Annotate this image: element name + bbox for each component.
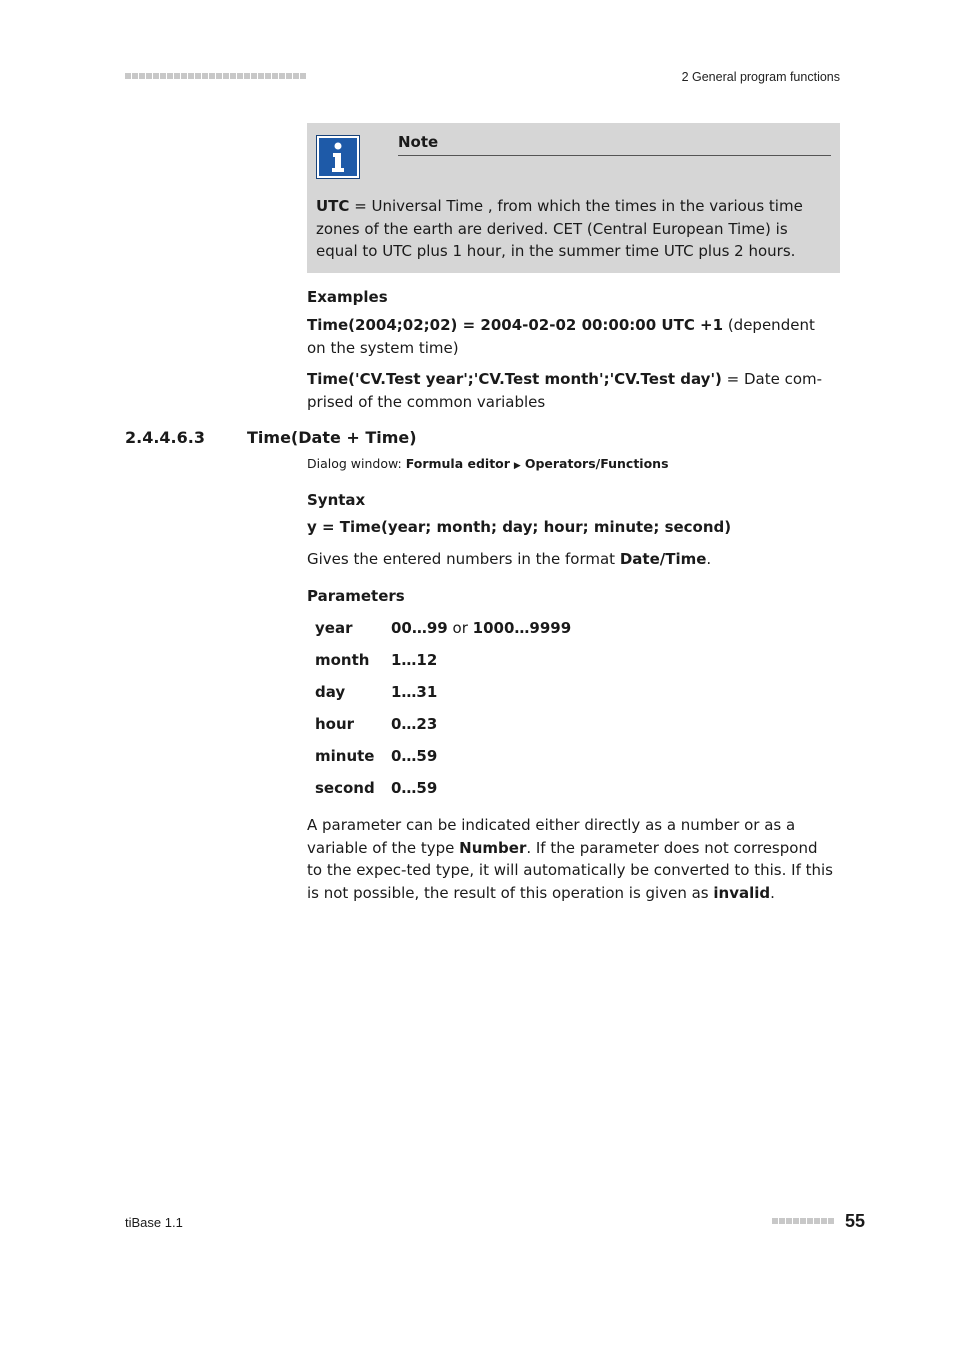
param-range: 0…59: [391, 779, 438, 797]
example-2-text: = Date com-prised of the common variables: [307, 370, 823, 411]
note-title: Note: [398, 133, 439, 151]
example-1-text: (dependent on the system time): [307, 316, 815, 357]
note-utc-text: = Universal Time , from which the times in the various time zones of the earth are derived. CET (Central European Time) is equal to UTC plus 1 hour, in the summer time UTC plus 2 hours.: [316, 197, 803, 260]
breadcrumb-arrow-icon: ▶: [513, 461, 521, 471]
page-number: 55: [845, 1211, 866, 1231]
footer-decoration: [772, 1218, 834, 1224]
param-name: hour: [315, 715, 355, 733]
param-name: month: [315, 651, 370, 669]
syntax-desc-suffix: .: [706, 550, 712, 568]
dialog-path-formula-editor: Formula editor: [405, 456, 510, 471]
term-invalid: invalid: [713, 883, 771, 902]
param-row-month: [315, 644, 571, 676]
header-decoration: [125, 73, 306, 79]
syntax-desc-prefix: Gives the entered numbers in the format: [307, 550, 620, 568]
example-1-code: Time(2004;02;02) = 2004-02-02 00:00:00 UTC +1: [307, 316, 724, 334]
note-utc-term: UTC: [316, 197, 350, 215]
param-row-second: [315, 772, 571, 804]
syntax-heading: Syntax: [307, 491, 366, 509]
param-name: second: [315, 779, 375, 797]
term-number: Number: [459, 838, 527, 857]
info-icon: [316, 135, 360, 179]
param-range: 00…99 or 1000…9999: [391, 619, 572, 637]
header-chapter: 2 General program functions: [681, 70, 840, 84]
note-text: [316, 195, 834, 263]
param-range: 0…59: [391, 747, 438, 765]
example-2: [307, 368, 837, 413]
param-range: 1…12: [391, 651, 438, 669]
param-name: year: [315, 619, 353, 637]
parameters-paragraph: A parameter can be indicated either directly as a number or as a variable of the type Number. If the parameter does not correspond to the expec-ted type, it will automatically be converted to this. If this is not possible, the result of this operation is given as invalid.: [307, 816, 833, 902]
syntax-formula: y = Time(year; month; day; hour; minute; second): [307, 518, 732, 536]
param-name: day: [315, 683, 346, 701]
param-row-minute: [315, 740, 571, 772]
dialog-label: Dialog window:: [307, 456, 406, 471]
param-row-day: [315, 676, 571, 708]
examples-heading: Examples: [307, 288, 388, 306]
section-number: 2.4.4.6.3: [125, 428, 205, 447]
syntax-desc-term: Date/Time: [619, 550, 707, 568]
syntax-description: [307, 548, 711, 571]
footer-product: tiBase 1.1: [125, 1215, 183, 1230]
param-range: 1…31: [391, 683, 438, 701]
param-row-hour: [315, 708, 571, 740]
param-name: minute: [315, 747, 375, 765]
param-range: 0…23: [391, 715, 438, 733]
dialog-breadcrumb: [307, 456, 669, 471]
parameters-heading: Parameters: [307, 587, 405, 605]
parameters-table: [315, 612, 571, 804]
dialog-path-operators: Operators/Functions: [524, 456, 669, 471]
note-box: [307, 123, 840, 273]
param-row-year: [315, 612, 571, 644]
note-divider: [398, 155, 831, 156]
example-2-code: Time('CV.Test year';'CV.Test month';'CV.Test day'): [307, 370, 722, 388]
example-1: [307, 314, 837, 359]
section-title: Time(Date + Time): [247, 428, 417, 447]
